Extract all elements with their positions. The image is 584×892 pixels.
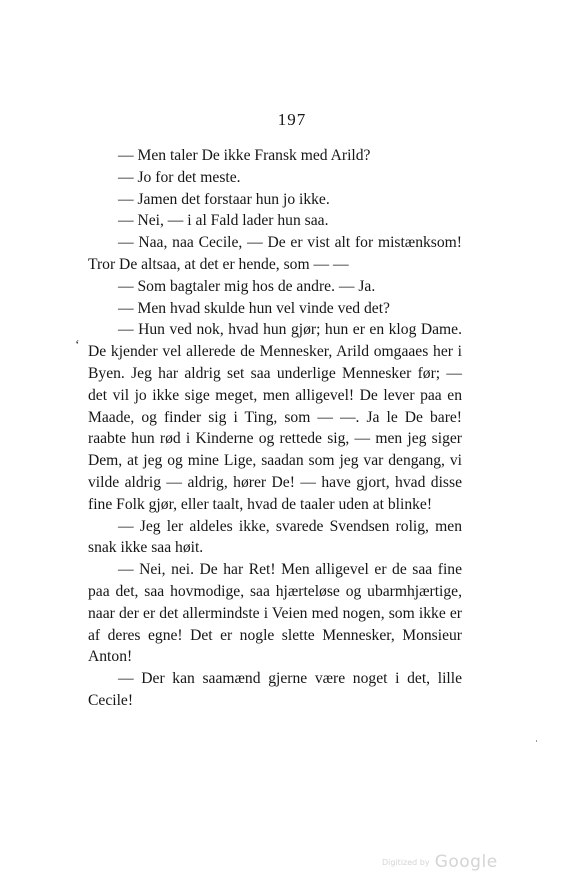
paragraph: — Der kan saamænd gjerne være noget i det, lille Cecile! bbox=[88, 670, 462, 709]
watermark-prefix: Digitized by bbox=[382, 858, 430, 867]
paragraph: — Nei, — i al Fald lader hun saa. bbox=[118, 212, 329, 230]
body-text bbox=[88, 145, 462, 712]
digitized-by-google-watermark bbox=[382, 852, 498, 872]
paragraph: — Nei, nei. De har Ret! Men alligevel er de saa fine paa det, saa hovmodige, saa hjærteløse og ubarmhjærtige, naar der er det allermindste i Veien med nogen, som ikke er af deres egne! Det er nogle slette Mennesker, Monsieur Anton! bbox=[88, 561, 462, 666]
paragraph: — Hun ved nok, hvad hun gjør; hun er en klog Dame. De kjender vel allerede de Mennesker, Arild omgaaes her i Byen. Jeg har aldrig set saa underlige Mennesker før; — det vil jo ikke sige meget, men alligevel! De lever paa en Maade, og finder sig i Ting, som — —. Ja le De bare! raabte hun rød i Kinderne og rettede sig, — men jeg siger Dem, at jeg og mine Lige, saadan som jeg var dengang, vi vilde aldrig — aldrig, hører De! — have gjort, hvad disse fine Folk gjør, eller taalt, hvad de taaler uden at blinke! bbox=[88, 321, 462, 513]
paragraph: — Jamen det forstaar hun jo ikke. bbox=[118, 190, 330, 208]
paragraph: — Som bagtaler mig hos de andre. — Ja. bbox=[118, 277, 376, 295]
margin-mark: ʻ bbox=[75, 338, 80, 353]
google-logo: Google bbox=[434, 852, 498, 872]
paragraph: — Naa, naa Cecile, — De er vist alt for mistænksom! Tror De altsaa, at det er hende, som — — bbox=[88, 234, 462, 273]
paragraph: — Men hvad skulde hun vel vinde ved det? bbox=[118, 299, 390, 317]
paper-speck bbox=[536, 740, 537, 742]
paragraph: — Jeg ler aldeles ikke, svarede Svendsen rolig, men snak ikke saa høit. bbox=[88, 517, 462, 557]
page-number: 197 bbox=[277, 110, 307, 129]
paragraph: — Men taler De ikke Fransk med Arild? bbox=[118, 147, 371, 164]
paragraph: — Jo for det meste. bbox=[118, 168, 241, 186]
